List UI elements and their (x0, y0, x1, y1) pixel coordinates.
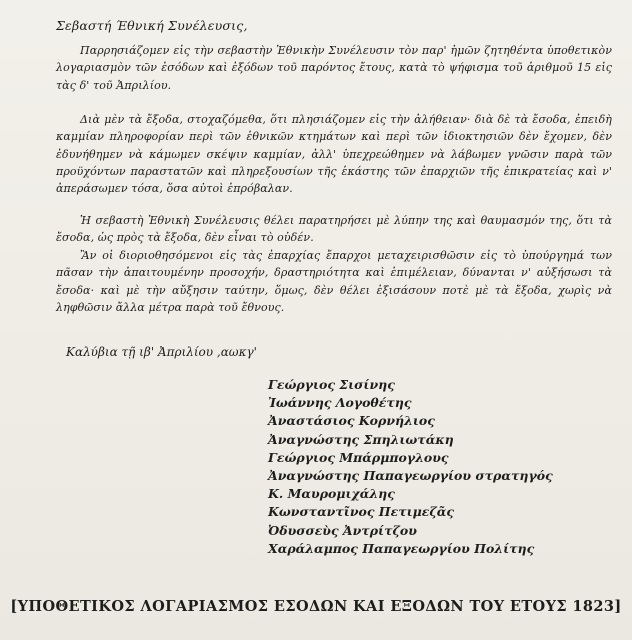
paragraph-2: Διὰ μὲν τὰ ἔξοδα, στοχαζόμεθα, ὅτι πλησιάζομεν εἰς τὴν ἀλήθειαν· διὰ δὲ τὰ ἔσοδα, ἐπειδὴ καμμίαν πληροφορίαν περὶ τῶν ἐθνικῶν κτημάτων καὶ περὶ τῶν ἰδιοκτησιῶν δὲν ἔχομεν, δὲν ἐδυνήθημεν νὰ κάμωμεν σκέψιν καμμίαν, ἀλλ' ὑπεχρεώθημεν νὰ λάβωμεν γνῶσιν παρὰ τῶν προϋχόντων παραστατῶν καὶ πληρεξουσίων τῆς ἑκάστης τῶν ἐπαρχιῶν τῆς ἐπικρατείας καὶ ν' ἀπεράσωμεν τόσα, ὅσα αὐτοὶ ἐπρόβαλαν. (56, 113, 612, 196)
paragraph-1: Παρρησιάζομεν εἰς τὴν σεβαστὴν Ἐθνικὴν Συνέλευσιν τὸν παρ' ἡμῶν ζητηθέντα ὑποθετικὸν λογαριασμὸν τῶν ἐσόδων καὶ ἐξόδων τοῦ παρόντος ἔτους, κατὰ τὸ ψήφισμα τοῦ ἀριθμοῦ 15 εἰς τὰς δ' τοῦ Ἀπριλίου. (56, 44, 612, 92)
salutation: Σεβαστή Έθνική Συνέλευσις, (56, 18, 248, 33)
signatory: Χαράλαμπος Παπαγεωργίου Πολίτης (268, 540, 535, 556)
document-caption: [ΥΠΟΘΕΤΙΚΟΣ ΛΟΓΑΡΙΑΣΜΟΣ ΕΣΟΔΩΝ ΚΑΙ ΕΞΟΔΩΝ ΤΟΥ ΕΤΟΥΣ 1823] (10, 598, 622, 615)
signatory: Ὀδυσσεὺς Ἀντρίτζου (268, 522, 417, 538)
signatory: Γεώργιος Μπάρμπογλους (268, 449, 449, 465)
signatory: Γεώργιος Σισίνης (268, 377, 395, 392)
dateline: Καλύβια τῇ ιβ' Ἀπριλίου ,αωκγ' (66, 345, 257, 359)
signatory: Κ. Μαυρομιχάλης (268, 486, 395, 502)
signatory: Ἀναγνώστης Σπηλιωτάκη (268, 431, 454, 447)
signatory: Ἀναγνώστης Παπαγεωργίου στρατηγός (268, 468, 553, 484)
signatory: Ἀναστάσιος Κορνήλιος (268, 413, 435, 429)
signatory: Ἰωάννης Λογοθέτης (268, 395, 412, 411)
signatory-list (268, 376, 553, 558)
signatory: Κωνσταντῖνος Πετιμεζᾶς (268, 504, 455, 520)
paragraph-3: Ἡ σεβαστὴ Ἐθνικὴ Συνέλευσις θέλει παρατηρήσει μὲ λύπην της καὶ θαυμασμόν της, ὅτι τὰ ἔσοδα, ὡς πρὸς τὰ ἔξοδα, δὲν εἶναι τὸ οὐδέν. (56, 214, 612, 245)
paragraph-4: Ἂν οἱ διοριοθησόμενοι εἰς τὰς ἐπαρχίας ἔπαρχοι μεταχειρισθῶσιν εἰς τὸ ὑπούργημά των πᾶσαν τὴν ἀπαιτουμένην προσοχήν, δραστηριότητα καὶ ἐπιμέλειαν, δύνανται ν' αὐξήσωσι τὰ ἔσοδα· καὶ μὲ τὴν αὔξησιν ταύτην, ὅμως, δὲν θέλει ἐξισάσουν ποτὲ μὲ τὰ ἔξοδα, χωρὶς νὰ ληφθῶσιν ἄλλα μέτρα παρὰ τοῦ ἔθνους. (56, 249, 612, 314)
